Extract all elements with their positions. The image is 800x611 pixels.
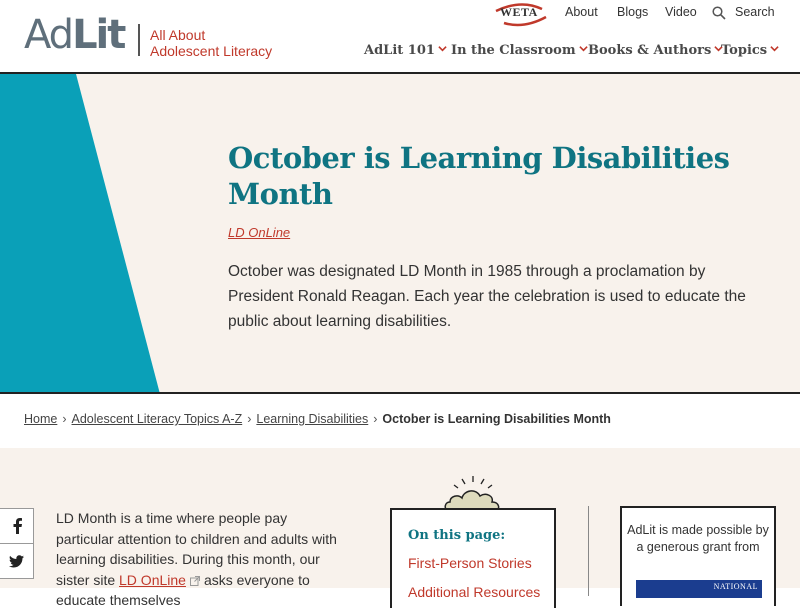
breadcrumb-home[interactable]: Home [24,412,58,426]
share-toolbar [0,508,34,579]
toc-title: On this page: [408,528,506,543]
facebook-share-button[interactable] [0,509,33,544]
breadcrumb-topics[interactable]: Adolescent Literacy Topics A-Z [71,412,243,426]
nav-about[interactable]: About [565,5,598,19]
sponsor-logo-text: NATIONAL [713,582,758,591]
main-nav-topics[interactable] [721,43,779,58]
main-nav-label: In the Classroom [451,43,576,58]
search-icon[interactable] [712,6,726,20]
column-divider [588,506,589,596]
weta-logo[interactable] [494,3,548,25]
weta-label: WETA [500,5,538,19]
chevron-down-icon [438,44,447,53]
nav-blogs[interactable]: Blogs [617,5,649,19]
main-nav-adlit-101[interactable] [364,43,447,58]
hero-banner [0,74,800,394]
chevron-down-icon [579,44,588,53]
intro-text-continued: asks everyone to educate themselves [56,571,310,608]
logo-ad-text: Ad [24,12,73,58]
chevron-right-icon: › [247,412,252,426]
tagline-line-1: All About [150,27,206,43]
intro-text: LD Month is a time where people pay particular attention to children and adults with learning disabilities. During this month, our sister site [56,510,337,588]
adlit-logo[interactable] [24,12,124,58]
nav-video[interactable]: Video [665,5,697,19]
logo-divider [138,24,140,56]
chevron-right-icon: › [373,412,378,426]
main-nav-books-authors[interactable] [588,43,723,58]
tagline-line-2: Adolescent Literacy [150,43,273,59]
toc-link-first-person-stories[interactable]: First-Person Stories [408,555,532,571]
facebook-icon [11,518,23,534]
site-header [0,0,800,74]
cloud-icon [442,474,504,512]
sponsor-logo[interactable] [636,580,762,598]
breadcrumb-current: October is Learning Disabilities Month [382,412,611,426]
breadcrumb [24,412,611,426]
main-nav-in-the-classroom[interactable] [451,43,588,58]
external-link-icon [190,576,200,586]
ld-online-link[interactable]: LD OnLine [119,571,186,588]
hero-decorative-shape [0,74,170,394]
chevron-right-icon: › [62,412,67,426]
source-link[interactable]: LD OnLine [228,225,291,240]
page-title: October is Learning Disabilities Month [228,141,730,211]
main-nav-label: Topics [721,43,768,58]
twitter-share-button[interactable] [0,544,33,578]
twitter-icon [9,555,24,568]
main-nav-label: Books & Authors [588,43,712,58]
nav-search[interactable]: Search [735,5,775,19]
page-summary: October was designated LD Month in 1985 through a proclamation by President Ronald Reagan. Each year the celebration is used to educate the public about learning disabilities. [228,263,746,330]
sponsor-box [620,506,776,606]
main-nav-label: AdLit 101 [364,43,435,58]
article-intro [56,508,346,611]
toc-link-additional-resources[interactable]: Additional Resources [408,584,541,600]
sponsor-text: AdLit is made possible by a generous grant from [627,523,769,554]
article-area [0,448,800,608]
breadcrumb-section[interactable]: Learning Disabilities [256,412,369,426]
on-this-page-box [390,508,556,608]
chevron-down-icon [770,44,779,53]
logo-lit-text: Lit [72,12,125,58]
site-tagline [150,27,272,59]
